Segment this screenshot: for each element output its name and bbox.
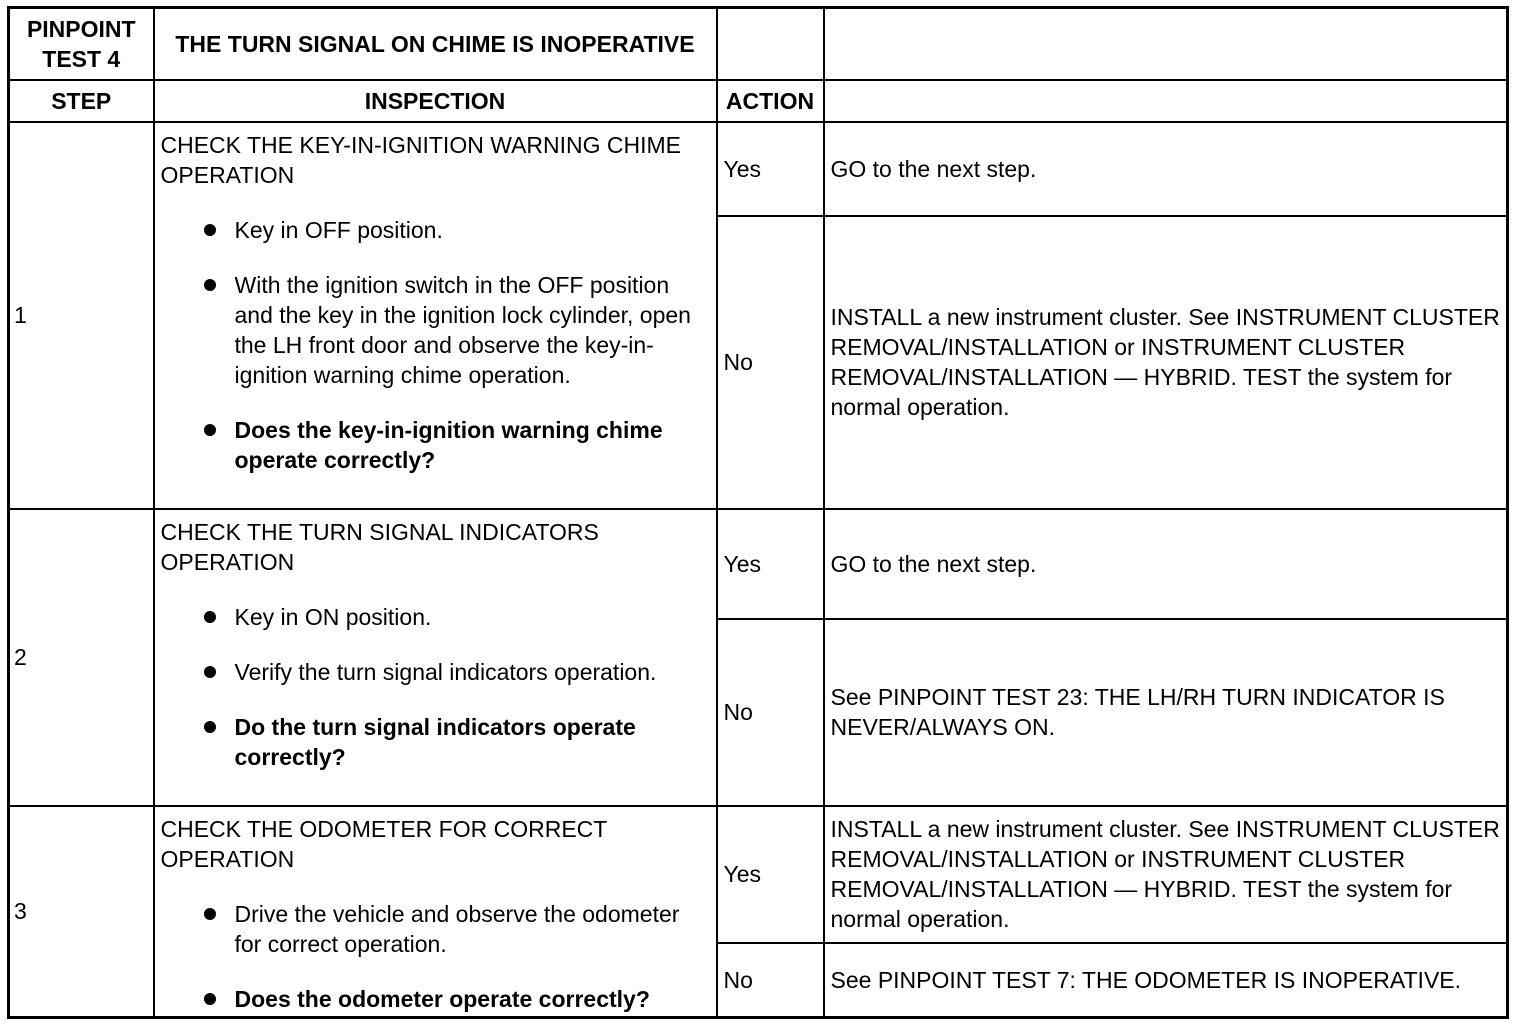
- action-yes: GO to the next step.: [824, 509, 1508, 619]
- action-yes: GO to the next step.: [824, 122, 1508, 216]
- column-header-inspection: INSPECTION: [154, 80, 717, 122]
- test-title: THE TURN SIGNAL ON CHIME IS INOPERATIVE: [154, 8, 717, 80]
- inspection-cell: [154, 122, 717, 509]
- action-no: See PINPOINT TEST 23: THE LH/RH TURN INDICATOR IS NEVER/ALWAYS ON.: [824, 619, 1508, 806]
- answer-no: No: [717, 943, 824, 1018]
- test-label: PINPOINT TEST 4: [9, 8, 154, 80]
- answer-yes: Yes: [717, 806, 824, 943]
- answer-no: No: [717, 216, 824, 509]
- inspection-title: CHECK THE TURN SIGNAL INDICATORS OPERATION: [160, 518, 599, 575]
- action-yes: INSTALL a new instrument cluster. See INSTRUMENT CLUSTER REMOVAL/INSTALLATION or INSTRUMENT CLUSTER REMOVAL/INSTALLATION — HYBRID. TEST the system for normal operation.: [824, 806, 1508, 943]
- column-header-step: STEP: [9, 80, 154, 122]
- inspection-list: [161, 215, 710, 475]
- inspection-cell: [154, 806, 717, 1018]
- list-item: Verify the turn signal indicators operation.: [235, 657, 710, 687]
- answer-yes: Yes: [717, 509, 824, 619]
- table-row: [9, 806, 1508, 943]
- inspection-cell: [154, 509, 717, 806]
- inspection-list: [161, 899, 710, 1014]
- inspection-question: Do the turn signal indicators operate correctly?: [235, 712, 710, 772]
- step-number: 2: [9, 509, 154, 806]
- empty-header-cell: [717, 8, 824, 80]
- inspection-title: CHECK THE KEY-IN-IGNITION WARNING CHIME OPERATION: [160, 131, 682, 188]
- inspection-list: [161, 602, 710, 772]
- answer-yes: Yes: [717, 122, 824, 216]
- list-item: Key in ON position.: [235, 602, 710, 632]
- table-row: [9, 509, 1508, 619]
- column-header-row: [9, 80, 1508, 122]
- answer-no: No: [717, 619, 824, 806]
- inspection-question: Does the odometer operate correctly?: [235, 984, 710, 1014]
- inspection-question: Does the key-in-ignition warning chime operate correctly?: [235, 415, 710, 475]
- list-item: With the ignition switch in the OFF position and the key in the ignition lock cylinder, open the LH front door and observe the key-in-ignition warning chime operation.: [235, 270, 710, 390]
- action-no: See PINPOINT TEST 7: THE ODOMETER IS INOPERATIVE.: [824, 943, 1508, 1018]
- table-row: [9, 122, 1508, 216]
- empty-header-cell: [824, 8, 1508, 80]
- column-header-action: ACTION: [717, 80, 824, 122]
- list-item: Key in OFF position.: [235, 215, 710, 245]
- title-row: [9, 8, 1508, 80]
- action-no: INSTALL a new instrument cluster. See INSTRUMENT CLUSTER REMOVAL/INSTALLATION or INSTRUMENT CLUSTER REMOVAL/INSTALLATION — HYBRID. TEST the system for normal operation.: [824, 216, 1508, 509]
- step-number: 1: [9, 122, 154, 509]
- list-item: Drive the vehicle and observe the odometer for correct operation.: [235, 899, 710, 959]
- empty-header-cell: [824, 80, 1508, 122]
- inspection-title: CHECK THE ODOMETER FOR CORRECT OPERATION: [160, 815, 607, 872]
- step-number: 3: [9, 806, 154, 1018]
- pinpoint-test-table: [7, 6, 1509, 1019]
